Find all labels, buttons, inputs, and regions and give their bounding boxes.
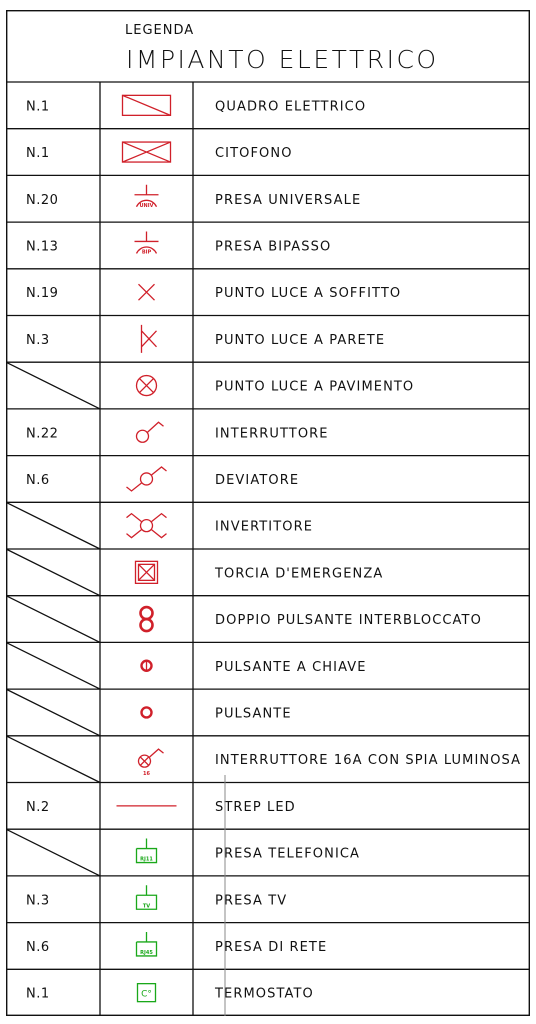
ceiling-light-icon (139, 284, 155, 300)
legend-row (26, 932, 327, 956)
description-label: PULSANTE A CHIAVE (215, 659, 367, 675)
empty-quantity-diagonal (6, 596, 100, 643)
telephone-socket-icon (137, 839, 157, 863)
legend-row (6, 642, 367, 689)
symbol-text: C° (141, 989, 152, 1000)
quantity-label: N.1 (26, 986, 50, 1002)
symbol-text: 16 (143, 771, 150, 778)
floor-light-icon (137, 376, 157, 396)
symbol-text: UNIV (139, 202, 154, 209)
pilot-light-switch-icon (139, 749, 164, 777)
legend-row (26, 800, 296, 815)
description-label: INTERRUTTORE (215, 426, 329, 442)
legend-subtitle: LEGENDA (125, 23, 195, 38)
empty-quantity-diagonal (6, 829, 100, 876)
intermediate-switch-icon (127, 514, 167, 538)
pushbutton-icon (142, 707, 152, 717)
description-label: TORCIA D'EMERGENZA (215, 566, 384, 582)
legend-table (6, 10, 530, 1016)
table-border (7, 11, 530, 1016)
symbol-text: RJ45 (140, 949, 153, 956)
quantity-label: N.6 (26, 939, 50, 955)
legend-row (26, 885, 287, 909)
quantity-label: N.3 (26, 332, 50, 348)
legend-row (26, 422, 329, 442)
quantity-label: N.13 (26, 239, 59, 255)
description-label: INTERRUTTORE 16A CON SPIA LUMINOSA (215, 753, 522, 769)
empty-quantity-diagonal (6, 642, 100, 689)
legend-row (26, 284, 401, 301)
two-way-switch-icon (127, 467, 167, 491)
legend-row (26, 95, 366, 115)
legend-row (6, 736, 521, 783)
description-label: PRESA BIPASSO (215, 239, 332, 255)
description-label: DOPPIO PULSANTE INTERBLOCCATO (215, 613, 482, 629)
double-pushbutton-icon (141, 607, 153, 631)
description-label: CITOFONO (215, 146, 293, 162)
quantity-label: N.1 (26, 146, 50, 162)
wall-light-icon (142, 325, 157, 353)
description-label: PUNTO LUCE A PAVIMENTO (215, 379, 415, 395)
quantity-label: N.1 (26, 99, 50, 115)
legend-row (26, 984, 314, 1002)
description-label: PRESA DI RETE (215, 939, 328, 955)
empty-quantity-diagonal (6, 502, 100, 549)
legend-row (6, 689, 292, 736)
description-label: PUNTO LUCE A PARETE (215, 332, 386, 348)
legend-row (6, 829, 360, 876)
symbol-text: TV (142, 903, 151, 910)
description-label: PRESA TELEFONICA (215, 846, 361, 862)
quantity-label: N.22 (26, 426, 59, 442)
quantity-label: N.2 (26, 799, 50, 815)
legend-row (26, 467, 299, 491)
bipasso-socket-icon (135, 231, 159, 255)
description-label: PRESA UNIVERSALE (215, 192, 362, 208)
description-label: PRESA TV (215, 893, 288, 909)
description-label: TERMOSTATO (215, 986, 314, 1002)
intercom-icon (123, 142, 171, 162)
empty-quantity-diagonal (6, 549, 100, 596)
universal-socket-icon (135, 185, 159, 209)
legend-row (26, 142, 293, 162)
thermostat-icon (138, 984, 156, 1002)
legend-row (6, 362, 414, 409)
switch-icon (137, 422, 164, 442)
empty-quantity-diagonal (6, 689, 100, 736)
quantity-label: N.6 (26, 472, 50, 488)
network-socket-icon (137, 932, 157, 956)
quantity-label: N.19 (26, 286, 59, 302)
symbol-text: RJ11 (140, 856, 153, 863)
legend-row (26, 231, 331, 255)
legend-row (26, 325, 385, 353)
description-label: PUNTO LUCE A SOFFITTO (215, 286, 402, 302)
legend-header (125, 23, 439, 74)
electrical-panel-icon (123, 95, 171, 115)
legend-title: IMPIANTO ELETTRICO (126, 45, 439, 74)
symbol-text: BIP (141, 249, 152, 256)
emergency-light-icon (136, 561, 158, 583)
empty-quantity-diagonal (6, 362, 100, 409)
table-grid (6, 11, 530, 1016)
description-label: DEVIATORE (215, 472, 300, 488)
description-label: STREP LED (215, 799, 296, 815)
empty-quantity-diagonal (6, 736, 100, 783)
description-label: QUADRO ELETTRICO (215, 99, 367, 115)
quantity-label: N.20 (26, 192, 59, 208)
legend-row (6, 502, 313, 549)
legend-row (6, 549, 383, 596)
tv-socket-icon (137, 885, 157, 909)
legend-row (6, 596, 482, 643)
description-label: INVERTITORE (215, 519, 314, 535)
key-pushbutton-icon (142, 661, 152, 671)
description-label: PULSANTE (215, 706, 292, 722)
quantity-label: N.3 (26, 893, 50, 909)
